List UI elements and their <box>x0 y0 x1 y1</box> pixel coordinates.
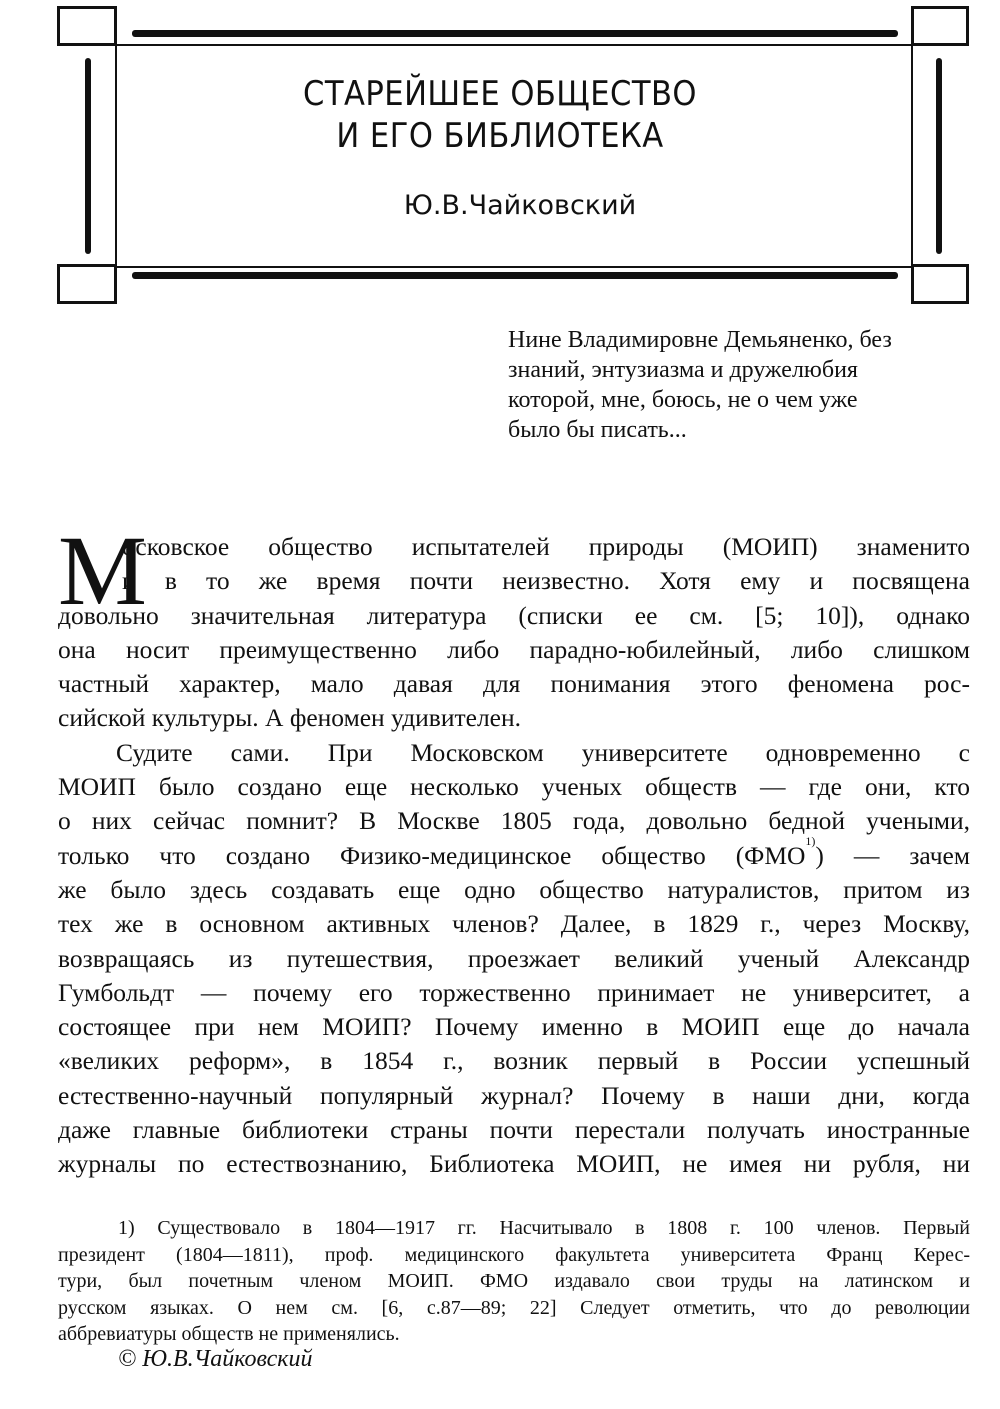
body-line: «великих реформ», в 1854 г., возник первый в России успешный <box>58 1046 970 1076</box>
body-line: состоящее при нем МОИП? Почему именно в МОИП еще до начала <box>58 1012 970 1042</box>
article-title-line-2: И ЕГО БИБЛИОТЕКА <box>336 116 664 156</box>
body-line-part: только что создано Физико-медицинское общество (ФМО <box>58 840 806 870</box>
body-line: Судите сами. При Московском университете одновременно с <box>116 737 970 767</box>
body-line-part: ) — зачем <box>815 840 970 870</box>
frame-corner-top-right <box>911 6 969 46</box>
body-line: даже главные библиотеки страны почти перестали получать иностранные <box>58 1115 970 1145</box>
body-line: возвращаясь из путешествия, проезжает великий ученый Александр <box>58 943 970 973</box>
body-line: МОИП было создано еще несколько ученых обществ — где они, кто <box>58 772 970 802</box>
article-author: Ю.В.Чайковский <box>403 190 637 221</box>
body-line: осковское общество испытателей природы (МОИП) знаменито <box>122 532 970 561</box>
drop-cap: М <box>58 515 147 626</box>
footnote-line: тури, был почетным членом МОИП. ФМО издавало свои труды на латинском и <box>58 1270 970 1292</box>
footnote-line: президент (1804—1811), проф. медицинского факультета университета Франц Керес- <box>58 1243 970 1266</box>
body-line: и в то же время почти неизвестно. Хотя ему и посвящена <box>122 566 970 596</box>
body-line: Гумбольдт — почему его торжественно принимает не университет, а <box>58 977 970 1007</box>
article-title-line-1: СТАРЕЙШЕЕ ОБЩЕСТВО <box>303 74 697 114</box>
frame-corner-bottom-right <box>911 264 969 304</box>
body-text <box>58 515 970 1182</box>
body-line <box>58 833 970 873</box>
body-line: частный характер, мало давая для понимания этого феномена рос- <box>58 669 970 699</box>
frame-bar-top <box>132 30 898 37</box>
body-line: о них сейчас помнит? В Москве 1805 года, довольно бедной учеными, <box>58 806 970 836</box>
body-line: журналы по естествознанию, Библиотека МОИП, не имея ни рубля, ни <box>58 1149 970 1179</box>
frame-corner-top-left <box>57 6 117 46</box>
footnote-line: русском языках. О нем см. [6, с.87—89; 22] Следует отметить, что до революции <box>58 1296 970 1319</box>
footnote <box>58 1215 970 1348</box>
body-line: довольно значительная литература (списки ее см. [5; 10]), однако <box>58 600 970 630</box>
dedication-line: было бы писать... <box>508 417 687 443</box>
header-frame <box>0 0 1000 320</box>
dedication <box>508 325 968 445</box>
body-line: естественно-научный популярный журнал? Почему в наши дни, когда <box>58 1080 970 1110</box>
body-line: же было здесь создавать еще одно общество натуралистов, притом из <box>58 874 970 904</box>
frame-line-bottom <box>117 266 911 268</box>
frame-bar-bottom <box>132 272 898 279</box>
footnote-line: 1) Существовало в 1804—1917 гг. Насчитывало в 1808 г. 100 членов. Первый <box>118 1217 970 1239</box>
body-line: сийской культуры. А феномен удивителен. <box>58 703 522 733</box>
frame-corner-bottom-left <box>57 264 117 304</box>
dedication-line: Нине Владимировне Демьяненко, без <box>508 327 892 353</box>
footnote-line: аббревиатуры обществ не применялись. <box>58 1323 400 1345</box>
frame-line-top <box>117 44 911 46</box>
footnote-reference: 1) <box>805 833 816 848</box>
body-line: она носит преимущественно либо парадно-юбилейный, либо слишком <box>58 634 970 664</box>
body-line: тех же в основном активных членов? Далее, в 1829 г., через Москву, <box>58 909 970 939</box>
article-title <box>50 73 950 157</box>
dedication-line: которой, мне, боюсь, не о чем уже <box>508 387 858 413</box>
copyright-notice: © Ю.В.Чайковский <box>118 1346 313 1372</box>
dedication-line: знаний, энтузиазма и дружелюбия <box>508 357 858 383</box>
